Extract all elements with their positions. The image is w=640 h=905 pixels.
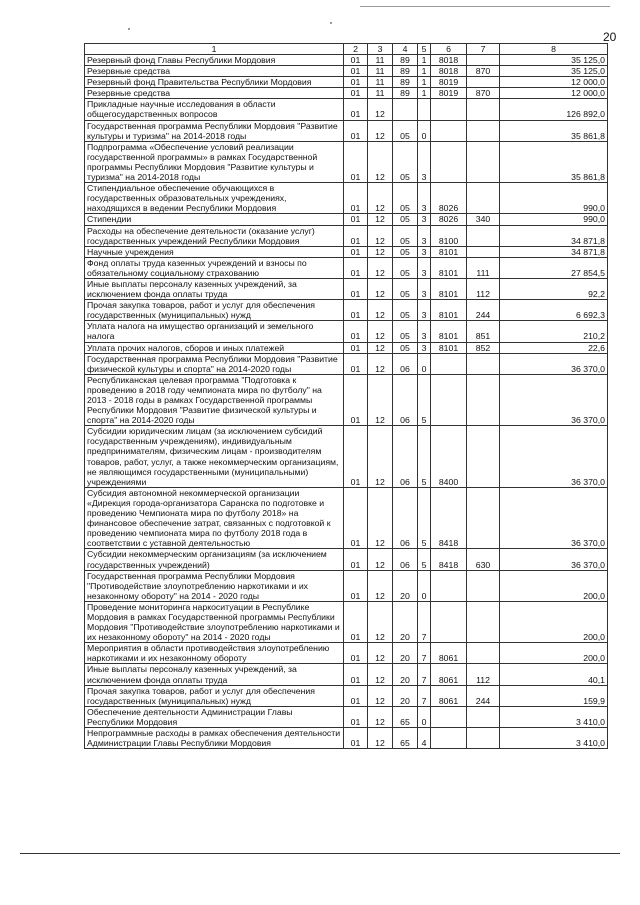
cell-amount: 22,6 — [500, 342, 608, 353]
cell-code-4: 89 — [393, 88, 418, 99]
cell-code-4: 89 — [393, 77, 418, 88]
cell-code-3: 12 — [368, 601, 393, 642]
cell-code-6 — [431, 601, 467, 642]
cell-code-2: 01 — [344, 214, 368, 225]
cell-code-5: 3 — [418, 257, 431, 278]
cell-code-7: 851 — [467, 321, 500, 342]
cell-code-5: 0 — [418, 570, 431, 601]
cell-code-6 — [431, 728, 467, 749]
cell-code-3: 11 — [368, 55, 393, 66]
cell-amount: 35 125,0 — [500, 66, 608, 77]
cell-amount: 34 871,8 — [500, 225, 608, 246]
scan-speck — [128, 28, 130, 30]
cell-code-6 — [431, 706, 467, 727]
cell-code-3: 12 — [368, 183, 393, 214]
cell-code-7: 244 — [467, 300, 500, 321]
cell-code-3: 11 — [368, 66, 393, 77]
cell-code-3: 12 — [368, 643, 393, 664]
row-description: Проведение мониторинга наркоситуации в Республике Мордовия в рамках Государственной программы Республики Мордовия "Противодействие злоупотреблению наркотиками и их незаконному обороту" на 2014 - 2020 годы — [85, 601, 344, 642]
row-description: Иные выплаты персоналу казенных учреждений, за исключением фонда оплаты труда — [85, 664, 344, 685]
cell-code-2: 01 — [344, 487, 368, 549]
cell-code-6: 8019 — [431, 77, 467, 88]
cell-code-2: 01 — [344, 570, 368, 601]
row-description: Прочая закупка товаров, работ и услуг для обеспечения государственных (муниципальных) нужд — [85, 685, 344, 706]
cell-code-7 — [467, 353, 500, 374]
table-row — [85, 141, 608, 182]
cell-code-5: 1 — [418, 55, 431, 66]
cell-code-7: 870 — [467, 66, 500, 77]
cell-code-5: 7 — [418, 685, 431, 706]
cell-code-3: 12 — [368, 549, 393, 570]
cell-code-2: 01 — [344, 685, 368, 706]
cell-code-4: 06 — [393, 374, 418, 425]
cell-code-3: 12 — [368, 257, 393, 278]
table-row — [85, 214, 608, 225]
cell-code-4: 20 — [393, 570, 418, 601]
cell-amount: 200,0 — [500, 643, 608, 664]
cell-code-7 — [467, 141, 500, 182]
cell-code-4: 20 — [393, 685, 418, 706]
cell-code-7 — [467, 246, 500, 257]
cell-code-6: 8418 — [431, 549, 467, 570]
cell-code-7: 870 — [467, 88, 500, 99]
cell-code-5: 5 — [418, 426, 431, 488]
cell-code-5: 5 — [418, 549, 431, 570]
cell-code-2: 01 — [344, 278, 368, 299]
cell-amount: 3 410,0 — [500, 706, 608, 727]
cell-code-7 — [467, 99, 500, 120]
cell-amount: 126 892,0 — [500, 99, 608, 120]
cell-code-2: 01 — [344, 300, 368, 321]
cell-code-6 — [431, 141, 467, 182]
cell-code-6 — [431, 99, 467, 120]
cell-code-3: 12 — [368, 141, 393, 182]
cell-code-7 — [467, 120, 500, 141]
cell-code-6: 8101 — [431, 278, 467, 299]
table-row — [85, 278, 608, 299]
cell-amount: 36 370,0 — [500, 374, 608, 425]
cell-code-6: 8026 — [431, 214, 467, 225]
cell-code-2: 01 — [344, 728, 368, 749]
table-row — [85, 664, 608, 685]
row-description: Прикладные научные исследования в области общегосударственных вопросов — [85, 99, 344, 120]
cell-code-4: 89 — [393, 66, 418, 77]
cell-code-3: 11 — [368, 77, 393, 88]
cell-amount: 12 000,0 — [500, 77, 608, 88]
column-header: 6 — [431, 44, 467, 55]
table-row — [85, 342, 608, 353]
row-description: Государственная программа Республики Мордовия "Противодействие злоупотреблению наркотиками и их незаконному обороту" на 2014 - 2020 годы — [85, 570, 344, 601]
cell-amount: 200,0 — [500, 601, 608, 642]
cell-code-7: 852 — [467, 342, 500, 353]
cell-amount: 159,9 — [500, 685, 608, 706]
cell-amount: 27 854,5 — [500, 257, 608, 278]
table-row — [85, 570, 608, 601]
cell-code-5: 3 — [418, 214, 431, 225]
cell-code-2: 01 — [344, 183, 368, 214]
table-row — [85, 685, 608, 706]
cell-code-5: 7 — [418, 643, 431, 664]
cell-code-5: 3 — [418, 278, 431, 299]
table-row — [85, 88, 608, 99]
cell-code-3: 12 — [368, 99, 393, 120]
cell-code-2: 01 — [344, 66, 368, 77]
table-row — [85, 183, 608, 214]
table-row — [85, 225, 608, 246]
cell-code-6: 8101 — [431, 246, 467, 257]
cell-code-4: 05 — [393, 225, 418, 246]
cell-code-4 — [393, 99, 418, 120]
cell-code-7 — [467, 183, 500, 214]
cell-code-4: 20 — [393, 601, 418, 642]
cell-code-2: 01 — [344, 601, 368, 642]
cell-code-6 — [431, 570, 467, 601]
cell-code-2: 01 — [344, 353, 368, 374]
cell-code-5: 7 — [418, 601, 431, 642]
cell-code-2: 01 — [344, 55, 368, 66]
row-description: Республиканская целевая программа "Подготовка к проведению в 2018 году чемпионата мира по футболу" на 2013 - 2018 годы в рамках Государственной программы Республики Мордовия "Развитие физической культуры и спорта" на 2014-2020 годы — [85, 374, 344, 425]
cell-code-5: 1 — [418, 66, 431, 77]
cell-code-4: 05 — [393, 278, 418, 299]
cell-amount: 210,2 — [500, 321, 608, 342]
table-row — [85, 257, 608, 278]
cell-code-5: 5 — [418, 374, 431, 425]
cell-code-4: 20 — [393, 643, 418, 664]
cell-code-4: 89 — [393, 55, 418, 66]
cell-code-7 — [467, 374, 500, 425]
cell-code-6: 8026 — [431, 183, 467, 214]
table-row — [85, 643, 608, 664]
cell-code-2: 01 — [344, 141, 368, 182]
row-description: Субсидии некоммерческим организациям (за исключением государственных учреждений) — [85, 549, 344, 570]
table-row — [85, 728, 608, 749]
table-row — [85, 120, 608, 141]
cell-code-2: 01 — [344, 88, 368, 99]
cell-code-6: 8418 — [431, 487, 467, 549]
cell-code-3: 12 — [368, 120, 393, 141]
cell-code-7 — [467, 706, 500, 727]
column-header: 1 — [85, 44, 344, 55]
cell-code-3: 12 — [368, 570, 393, 601]
cell-code-6: 8061 — [431, 664, 467, 685]
row-description: Резервный фонд Правительства Республики Мордовия — [85, 77, 344, 88]
cell-code-6: 8019 — [431, 88, 467, 99]
cell-code-7: 111 — [467, 257, 500, 278]
cell-code-6 — [431, 374, 467, 425]
cell-amount: 35 125,0 — [500, 55, 608, 66]
cell-code-7 — [467, 77, 500, 88]
table-row — [85, 706, 608, 727]
table-row — [85, 66, 608, 77]
cell-code-4: 65 — [393, 728, 418, 749]
cell-code-6 — [431, 120, 467, 141]
cell-code-7 — [467, 570, 500, 601]
column-header: 7 — [467, 44, 500, 55]
cell-code-4: 05 — [393, 141, 418, 182]
cell-amount: 36 370,0 — [500, 549, 608, 570]
table-row — [85, 374, 608, 425]
cell-amount: 3 410,0 — [500, 728, 608, 749]
cell-code-4: 05 — [393, 257, 418, 278]
cell-code-5: 1 — [418, 88, 431, 99]
cell-amount: 34 871,8 — [500, 246, 608, 257]
cell-code-5: 1 — [418, 77, 431, 88]
row-description: Уплата прочих налогов, сборов и иных платежей — [85, 342, 344, 353]
cell-code-2: 01 — [344, 426, 368, 488]
cell-amount: 990,0 — [500, 214, 608, 225]
table-header-row — [85, 44, 608, 55]
page-number: 20 — [603, 30, 617, 44]
cell-amount: 36 370,0 — [500, 426, 608, 488]
cell-code-7: 112 — [467, 664, 500, 685]
row-description: Фонд оплаты труда казенных учреждений и взносы по обязательному социальному страхованию — [85, 257, 344, 278]
row-description: Стипендии — [85, 214, 344, 225]
cell-code-6 — [431, 353, 467, 374]
cell-code-7 — [467, 643, 500, 664]
cell-code-5: 5 — [418, 487, 431, 549]
cell-code-3: 12 — [368, 321, 393, 342]
budget-table — [84, 43, 608, 749]
cell-code-6: 8400 — [431, 426, 467, 488]
cell-code-6: 8101 — [431, 342, 467, 353]
cell-code-6: 8061 — [431, 643, 467, 664]
cell-amount: 36 370,0 — [500, 487, 608, 549]
row-description: Государственная программа Республики Мордовия "Развитие физической культуры и спорта" на 2014-2020 годы — [85, 353, 344, 374]
table-row — [85, 487, 608, 549]
cell-code-2: 01 — [344, 643, 368, 664]
cell-code-3: 12 — [368, 225, 393, 246]
cell-code-5 — [418, 99, 431, 120]
cell-amount: 40,1 — [500, 664, 608, 685]
row-description: Мероприятия в области противодействия злоупотреблению наркотиками и их незаконному обороту — [85, 643, 344, 664]
table-row — [85, 426, 608, 488]
row-description: Стипендиальное обеспечение обучающихся в государственных образовательных учреждениях, находящихся в ведении Республики Мордовия — [85, 183, 344, 214]
cell-code-5: 3 — [418, 300, 431, 321]
cell-code-4: 05 — [393, 300, 418, 321]
row-description: Непрограммные расходы в рамках обеспечения деятельности Администрации Главы Республики Мордовия — [85, 728, 344, 749]
cell-code-2: 01 — [344, 246, 368, 257]
cell-code-4: 65 — [393, 706, 418, 727]
row-description: Подпрограмма «Обеспечение условий реализации государственной программы» в рамках Государственной программы Республики Мордовия "Развитие культуры и туризма" на 2014-2018 годы — [85, 141, 344, 182]
table-row — [85, 549, 608, 570]
cell-code-7 — [467, 55, 500, 66]
row-description: Научные учреждения — [85, 246, 344, 257]
cell-code-7 — [467, 487, 500, 549]
cell-code-6: 8101 — [431, 321, 467, 342]
cell-code-7 — [467, 426, 500, 488]
row-description: Уплата налога на имущество организаций и земельного налога — [85, 321, 344, 342]
table-row — [85, 353, 608, 374]
row-description: Резервные средства — [85, 88, 344, 99]
cell-code-6: 8100 — [431, 225, 467, 246]
cell-code-5: 3 — [418, 225, 431, 246]
cell-code-7 — [467, 601, 500, 642]
cell-code-7: 112 — [467, 278, 500, 299]
table-row — [85, 321, 608, 342]
cell-code-5: 0 — [418, 120, 431, 141]
cell-amount: 990,0 — [500, 183, 608, 214]
cell-code-2: 01 — [344, 342, 368, 353]
cell-code-3: 12 — [368, 214, 393, 225]
cell-code-3: 12 — [368, 487, 393, 549]
column-header: 5 — [418, 44, 431, 55]
cell-code-4: 05 — [393, 120, 418, 141]
cell-code-3: 11 — [368, 88, 393, 99]
cell-code-4: 05 — [393, 246, 418, 257]
cell-code-2: 01 — [344, 77, 368, 88]
cell-code-5: 0 — [418, 706, 431, 727]
cell-code-5: 3 — [418, 321, 431, 342]
cell-code-5: 0 — [418, 353, 431, 374]
cell-amount: 12 000,0 — [500, 88, 608, 99]
cell-code-4: 06 — [393, 487, 418, 549]
row-description: Прочая закупка товаров, работ и услуг для обеспечения государственных (муниципальных) нужд — [85, 300, 344, 321]
cell-code-5: 3 — [418, 342, 431, 353]
cell-code-5: 3 — [418, 183, 431, 214]
cell-code-4: 20 — [393, 664, 418, 685]
row-description: Субсидия автономной некоммерческой организации «Дирекция города-организатора Саранска по подготовке и проведению Чемпионата мира по футболу 2018» на финансовое обеспечение затрат, связанных с подготовкой к проведению чемпионата мира по футболу 2018 года в соответствии с уставной деятельностью — [85, 487, 344, 549]
cell-code-3: 12 — [368, 706, 393, 727]
cell-code-4: 06 — [393, 549, 418, 570]
cell-code-7 — [467, 728, 500, 749]
cell-code-2: 01 — [344, 99, 368, 120]
column-header: 2 — [344, 44, 368, 55]
row-description: Субсидии юридическим лицам (за исключением субсидий государственным учреждениям), индивидуальным предпринимателям, физическим лицам - производителям товаров, работ, услуг, а также некоммерческим организациям, не являющимся государственными (муниципальными) учреждениями — [85, 426, 344, 488]
column-header: 8 — [500, 44, 608, 55]
cell-code-3: 12 — [368, 426, 393, 488]
bottom-scan-line — [20, 853, 620, 854]
cell-code-6: 8018 — [431, 55, 467, 66]
cell-code-6: 8018 — [431, 66, 467, 77]
cell-code-4: 05 — [393, 342, 418, 353]
cell-code-3: 12 — [368, 664, 393, 685]
row-description: Резервный фонд Главы Республики Мордовия — [85, 55, 344, 66]
scan-speck — [330, 22, 332, 24]
cell-code-2: 01 — [344, 706, 368, 727]
cell-code-3: 12 — [368, 728, 393, 749]
cell-code-3: 12 — [368, 278, 393, 299]
cell-code-5: 7 — [418, 664, 431, 685]
cell-code-4: 05 — [393, 214, 418, 225]
cell-amount: 36 370,0 — [500, 353, 608, 374]
cell-code-2: 01 — [344, 120, 368, 141]
cell-code-2: 01 — [344, 225, 368, 246]
cell-amount: 200,0 — [500, 570, 608, 601]
cell-code-2: 01 — [344, 321, 368, 342]
cell-code-6: 8061 — [431, 685, 467, 706]
row-description: Государственная программа Республики Мордовия "Развитие культуры и туризма" на 2014-2018 годы — [85, 120, 344, 141]
cell-code-4: 05 — [393, 321, 418, 342]
cell-code-2: 01 — [344, 549, 368, 570]
table-row — [85, 300, 608, 321]
cell-code-2: 01 — [344, 257, 368, 278]
cell-amount: 35 861,8 — [500, 141, 608, 182]
cell-code-6: 8101 — [431, 257, 467, 278]
cell-code-3: 12 — [368, 342, 393, 353]
row-description: Иные выплаты персоналу казенных учреждений, за исключением фонда оплаты труда — [85, 278, 344, 299]
cell-code-3: 12 — [368, 685, 393, 706]
cell-amount: 35 861,8 — [500, 120, 608, 141]
cell-code-5: 3 — [418, 246, 431, 257]
row-description: Расходы на обеспечение деятельности (оказание услуг) государственных учреждений Республики Мордовия — [85, 225, 344, 246]
cell-code-5: 4 — [418, 728, 431, 749]
cell-code-2: 01 — [344, 664, 368, 685]
cell-code-7: 340 — [467, 214, 500, 225]
cell-code-4: 06 — [393, 426, 418, 488]
cell-code-7: 244 — [467, 685, 500, 706]
cell-amount: 92,2 — [500, 278, 608, 299]
cell-code-2: 01 — [344, 374, 368, 425]
cell-code-3: 12 — [368, 374, 393, 425]
table-row — [85, 77, 608, 88]
table-row — [85, 601, 608, 642]
cell-code-3: 12 — [368, 353, 393, 374]
cell-code-4: 06 — [393, 353, 418, 374]
column-header: 4 — [393, 44, 418, 55]
row-description: Обеспечение деятельности Администрации Главы Республики Мордовия — [85, 706, 344, 727]
cell-code-4: 05 — [393, 183, 418, 214]
top-scan-line — [360, 6, 610, 7]
cell-code-6: 8101 — [431, 300, 467, 321]
row-description: Резервные средства — [85, 66, 344, 77]
table-row — [85, 55, 608, 66]
cell-code-3: 12 — [368, 246, 393, 257]
cell-code-5: 3 — [418, 141, 431, 182]
column-header: 3 — [368, 44, 393, 55]
table-row — [85, 246, 608, 257]
cell-amount: 6 692,3 — [500, 300, 608, 321]
cell-code-7 — [467, 225, 500, 246]
cell-code-3: 12 — [368, 300, 393, 321]
cell-code-7: 630 — [467, 549, 500, 570]
table-row — [85, 99, 608, 120]
